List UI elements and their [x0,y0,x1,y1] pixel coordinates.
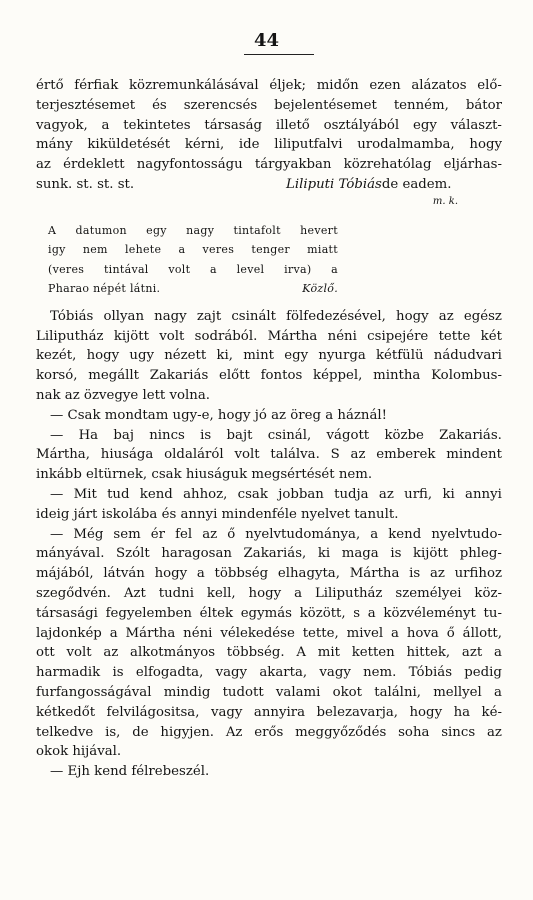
paragraph-continuation [36,76,502,175]
text-line: szegődvén. Azt tudni kell, hogy a Liliputház személyei köz- [36,585,502,601]
footnote-line: A datumon egy nagy tintafolt hevert [48,223,338,237]
text-line: okok hijával. [36,744,122,760]
text-line: nak az özvegye lett volna. [36,387,210,403]
text-line: furfangosságával mindig tudott valami okot találni, mellyel a [36,684,502,700]
text-line: korsó, megállt Zakariás előtt fontos képpel, mintha Kolombus- [36,368,502,384]
text-line: inkább eltürnek, csak hiuságuk megsértését nem. [36,467,373,483]
text-line: kétkedőt felvilágositsa, vagy annyira belezavarja, hogy ha ké- [36,704,502,720]
text-line: — Még sem ér fel az ő nyelvtudománya, a kend nyelvtudo- [50,526,502,542]
text-line: Mártha, hiusága oldaláról volt találva. S az emberek mindent [36,447,502,463]
text-line: — Ejh kend félrebeszél. [50,764,210,780]
signature-name: Liliputi Tóbiás [286,176,382,192]
text-line: az érdeklett nagyfontosságu tárgyakban közrehatólag eljárhas- [36,157,502,173]
text-line: — Csak mondtam ugy-e, hogy jó az öreg a háznál! [50,407,387,423]
text-line: — Mit tud kend ahhoz, csak jobban tudja az urfi, ki annyi [50,486,502,502]
footnote-line: igy nem lehete a veres tenger miatt [48,243,338,257]
text-line: kezét, hogy ugy nézett ki, mint egy nyurga kétfülü nádudvari [36,348,502,364]
text-line: lajdonkép a Mártha néni vélekedése tette, mivel a hova ő állott, [36,625,502,641]
text-line: értő férfiak közremunkálásával éljek; midőn ezen alázatos elő- [36,78,502,93]
signature-line-text: sunk. st. st. st. [36,176,135,192]
page-number: 44 [253,30,280,51]
main-text [36,307,502,782]
signature-suffix: de eadem. [381,176,452,192]
footnote-signature: Közlő. [302,282,338,296]
text-line: mányával. Szólt haragosan Zakariás, ki maga is kijött phleg- [36,546,502,562]
text-line: Tóbiás ollyan nagy zajt csinált fölfedezésével, hogy az egész [50,308,502,324]
text-line: harmadik is elfogadta, vagy akarta, vagy nem. Tóbiás pedig [36,665,502,681]
text-line: ott volt az alkotmányos többség. A mit ketten hittek, azt a [36,645,502,661]
text-line: terjesztésemet és szerencsés bejelentésemet tenném, bátor [36,97,502,113]
text-line: vagyok, a tekintetes társaság illető osztályából egy választ- [36,117,502,133]
text-line: telkedve is, de higyjen. Az erős meggyőződés soha sincs az [36,724,502,740]
text-line: — Ha baj nincs is bajt csinál, vágott közbe Zakariás. [50,427,502,443]
text-line: ideig járt iskolába és annyi mindenféle nyelvet tanult. [36,506,399,522]
signature-initials: m. k. [432,195,458,207]
text-line: májából, látván hogy a többség elhagyta, Mártha is az urfihoz [36,566,502,582]
signature-line [36,175,502,195]
text-line: Liliputház kijött volt sodrából. Mártha néni csipejére tette két [36,328,502,344]
header-rule [244,54,314,55]
footnote-line: (veres tintával volt a level irva) a [48,262,338,276]
footnote-line [48,279,338,299]
footnote [48,221,338,299]
text-line: társasági fegyelemben éltek egymás között, s a közvéleményt tu- [36,605,502,621]
footnote-last-line: Pharao népét látni. [48,282,161,296]
page-body [36,76,502,782]
text-line: mány kiküldetését kérni, ide liliputfalvi urodalmamba, hogy [36,137,502,153]
